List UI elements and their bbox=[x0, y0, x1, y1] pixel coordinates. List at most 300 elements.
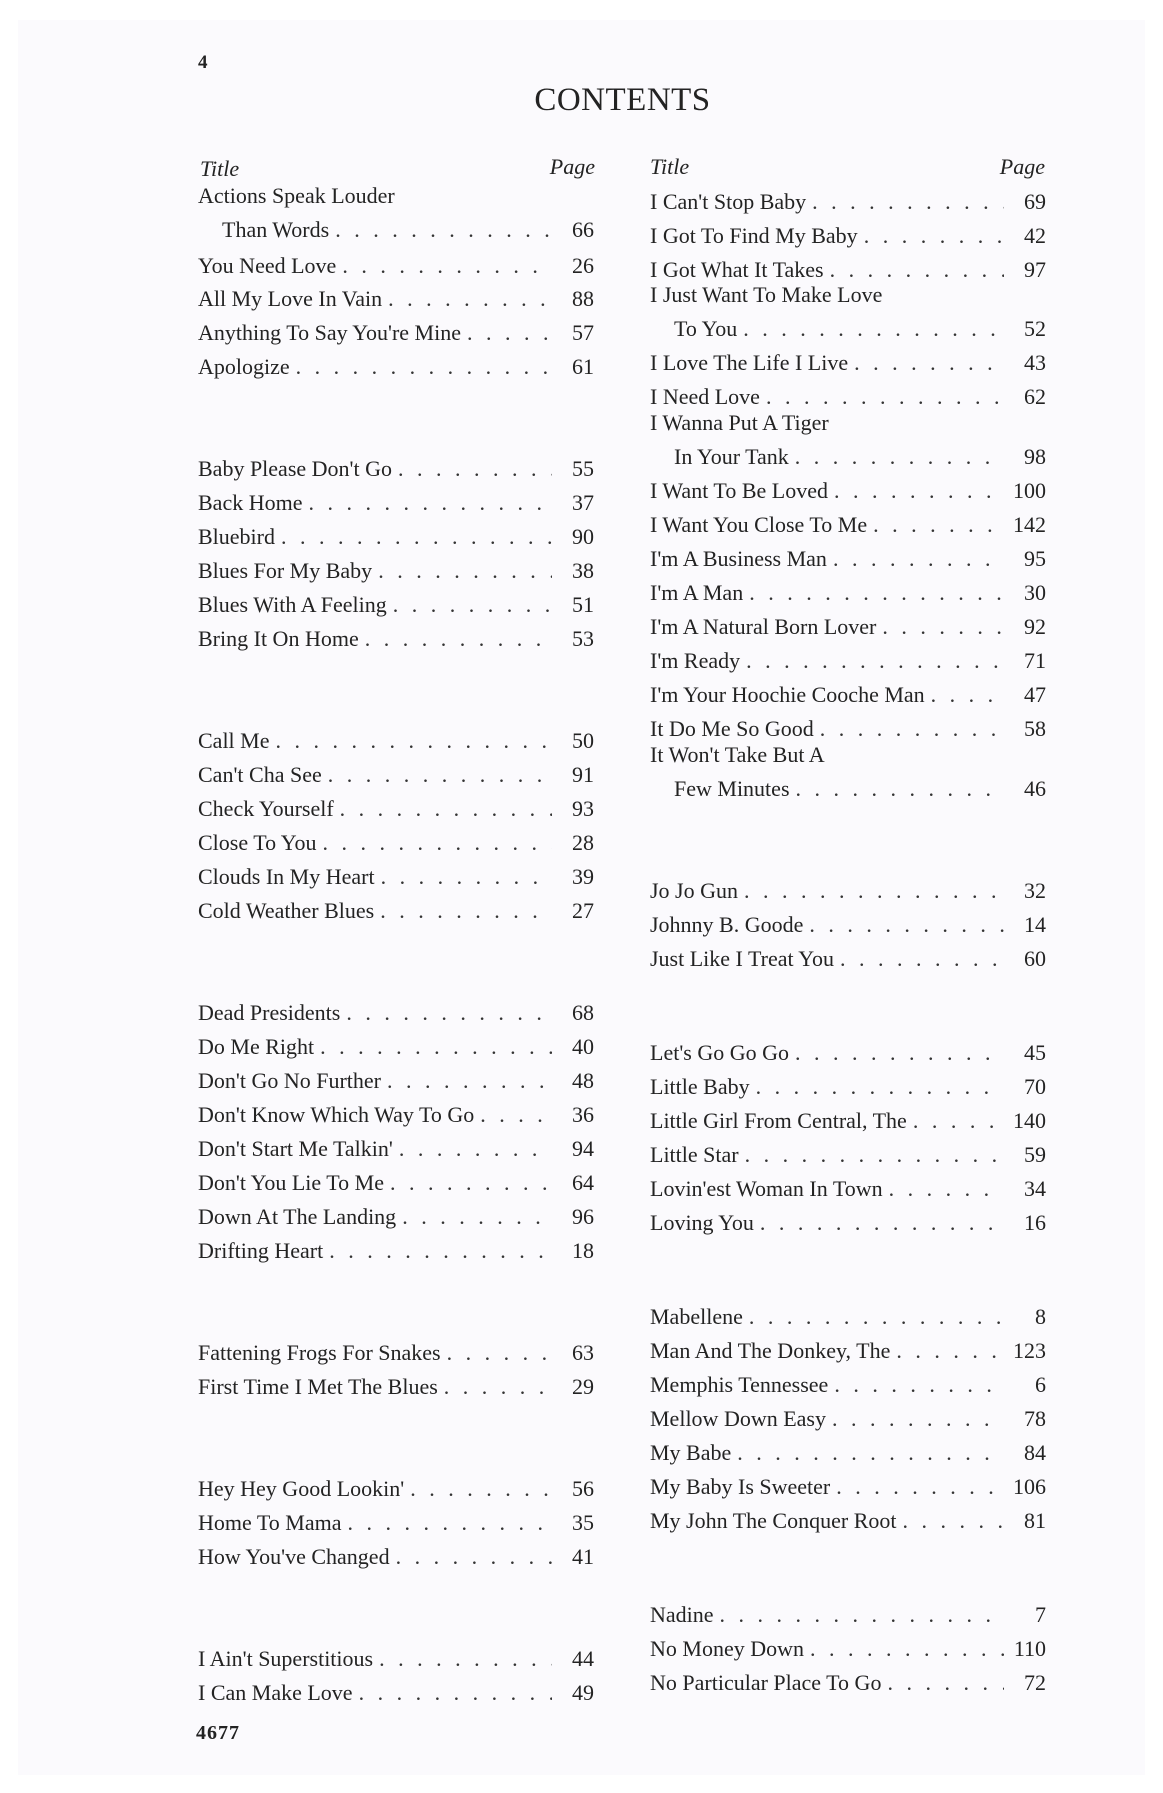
entry-title: Dead Presidents bbox=[198, 1000, 341, 1025]
entry-row bbox=[198, 829, 594, 857]
entry-page-number: 41 bbox=[572, 1544, 594, 1569]
dot-leader bbox=[810, 1635, 1004, 1663]
entry-title: Just Like I Treat You bbox=[650, 946, 834, 971]
contents-entry bbox=[650, 641, 1046, 675]
entry-title: Nadine bbox=[650, 1602, 714, 1627]
entry-row bbox=[198, 1679, 594, 1707]
entry-page-number: 50 bbox=[572, 728, 594, 753]
entry-row bbox=[198, 319, 594, 347]
contents-entry bbox=[650, 216, 1046, 250]
entry-page-number: 93 bbox=[572, 796, 594, 821]
entry-title: I'm A Man bbox=[650, 580, 744, 605]
dot-leader bbox=[795, 443, 1004, 471]
entry-title: Let's Go Go Go bbox=[650, 1040, 790, 1065]
entry-title: Than Words bbox=[222, 217, 330, 242]
dot-leader bbox=[328, 761, 552, 789]
dot-leader bbox=[296, 353, 552, 381]
entry-row bbox=[198, 1101, 594, 1129]
entry-row bbox=[650, 1039, 1046, 1067]
entry-title: I Want To Be Loved bbox=[650, 478, 828, 503]
entry-title: Call Me bbox=[198, 728, 270, 753]
dot-leader bbox=[396, 1543, 552, 1571]
contents-entry bbox=[198, 1027, 594, 1061]
entry-page-number: 63 bbox=[572, 1340, 594, 1365]
entry-page-number: 48 bbox=[572, 1068, 594, 1093]
contents-entry bbox=[650, 1135, 1046, 1169]
contents-entry bbox=[198, 1333, 594, 1367]
entry-title: Jo Jo Gun bbox=[650, 878, 739, 903]
dot-leader bbox=[887, 1669, 1004, 1697]
dot-leader bbox=[276, 727, 553, 755]
entry-row bbox=[198, 1509, 594, 1537]
dot-leader bbox=[399, 1135, 552, 1163]
entry-title-first-line: I Wanna Put A Tiger bbox=[650, 410, 829, 435]
contents-entry bbox=[198, 313, 594, 347]
entry-row bbox=[650, 545, 1046, 573]
dot-leader bbox=[834, 477, 1004, 505]
contents-entry bbox=[650, 1399, 1046, 1433]
entry-row bbox=[650, 1439, 1046, 1467]
contents-entry bbox=[650, 1663, 1046, 1697]
dot-leader bbox=[766, 383, 1004, 411]
contents-entry bbox=[198, 789, 594, 823]
dot-leader bbox=[749, 579, 1004, 607]
entry-title: In Your Tank bbox=[674, 444, 789, 469]
contents-entry bbox=[198, 551, 594, 585]
dot-leader bbox=[379, 1645, 552, 1673]
entry-title: Blues For My Baby bbox=[198, 558, 373, 583]
entry-page-number: 60 bbox=[1024, 946, 1046, 971]
entry-row bbox=[650, 349, 1046, 377]
entry-title: Close To You bbox=[198, 830, 317, 855]
dot-leader bbox=[347, 1509, 552, 1537]
contents-entry bbox=[650, 377, 1046, 411]
entry-page-number: 96 bbox=[572, 1204, 594, 1229]
entry-page-number: 98 bbox=[1024, 444, 1046, 469]
entry-page-number: 18 bbox=[572, 1238, 594, 1263]
contents-entry bbox=[650, 1595, 1046, 1629]
entry-row bbox=[198, 455, 594, 483]
entry-row bbox=[650, 647, 1046, 675]
contents-entry bbox=[650, 281, 1046, 343]
catalog-code: 4677 bbox=[196, 1722, 240, 1744]
entry-row bbox=[198, 285, 594, 313]
entry-title-first-line: Actions Speak Louder bbox=[198, 183, 395, 208]
entry-page-number: 28 bbox=[572, 830, 594, 855]
contents-entry bbox=[198, 1503, 594, 1537]
entry-page-number: 56 bbox=[572, 1476, 594, 1501]
contents-entry bbox=[198, 1231, 594, 1265]
entry-title: I Got To Find My Baby bbox=[650, 223, 858, 248]
entry-row bbox=[198, 1169, 594, 1197]
contents-entry bbox=[198, 483, 594, 517]
entry-title: I'm Your Hoochie Cooche Man bbox=[650, 682, 925, 707]
entry-title: Bring It On Home bbox=[198, 626, 359, 651]
entry-title-first-line: I Just Want To Make Love bbox=[650, 282, 883, 307]
entry-row bbox=[198, 353, 594, 381]
entry-page-number: 45 bbox=[1024, 1040, 1046, 1065]
entry-title: Check Yourself bbox=[198, 796, 334, 821]
dot-leader bbox=[393, 591, 552, 619]
dot-leader bbox=[840, 945, 1004, 973]
entry-title: First Time I Met The Blues bbox=[198, 1374, 438, 1399]
contents-entry bbox=[650, 939, 1046, 973]
entry-row bbox=[198, 591, 594, 619]
dot-leader bbox=[444, 1373, 552, 1401]
entry-row bbox=[650, 1175, 1046, 1203]
entry-page-number: 66 bbox=[572, 217, 594, 242]
entry-title: Little Girl From Central, The bbox=[650, 1108, 907, 1133]
entry-row bbox=[198, 1475, 594, 1503]
entry-page-number: 44 bbox=[572, 1646, 594, 1671]
entry-title: Memphis Tennessee bbox=[650, 1372, 829, 1397]
entry-page-number: 51 bbox=[572, 592, 594, 617]
dot-leader bbox=[308, 489, 552, 517]
contents-entry bbox=[198, 1095, 594, 1129]
entry-page-number: 95 bbox=[1024, 546, 1046, 571]
contents-entry bbox=[650, 607, 1046, 641]
entry-title: Don't Know Which Way To Go bbox=[198, 1102, 475, 1127]
dot-leader bbox=[744, 877, 1004, 905]
entry-page-number: 38 bbox=[572, 558, 594, 583]
contents-entry bbox=[650, 539, 1046, 573]
dot-leader bbox=[737, 1439, 1004, 1467]
entry-row bbox=[650, 1337, 1046, 1365]
entry-title: I Can't Stop Baby bbox=[650, 189, 807, 214]
entry-title: Cold Weather Blues bbox=[198, 898, 375, 923]
right-title-column-header: Title bbox=[650, 154, 690, 179]
entry-page-number: 26 bbox=[572, 253, 594, 278]
contents-entry bbox=[650, 871, 1046, 905]
dot-leader bbox=[480, 1101, 552, 1129]
entry-title: I Need Love bbox=[650, 384, 760, 409]
contents-entry bbox=[198, 1197, 594, 1231]
entry-title: Don't Go No Further bbox=[198, 1068, 382, 1093]
entry-title: Little Baby bbox=[650, 1074, 750, 1099]
dot-leader bbox=[749, 1303, 1004, 1331]
entry-title: Anything To Say You're Mine bbox=[198, 320, 461, 345]
contents-entry bbox=[650, 1067, 1046, 1101]
dot-leader bbox=[387, 1067, 552, 1095]
entry-page-number: 81 bbox=[1024, 1508, 1046, 1533]
entry-page-number: 40 bbox=[572, 1034, 594, 1059]
entry-row bbox=[650, 1405, 1046, 1433]
entry-page-number: 84 bbox=[1024, 1440, 1046, 1465]
entry-row bbox=[650, 1209, 1046, 1237]
contents-entry bbox=[198, 755, 594, 789]
entry-page-number: 14 bbox=[1024, 912, 1046, 937]
dot-leader bbox=[720, 1601, 1004, 1629]
contents-entry bbox=[650, 1101, 1046, 1135]
entry-row bbox=[650, 256, 1046, 284]
entry-row bbox=[198, 727, 594, 755]
contents-entry bbox=[198, 246, 594, 280]
entry-page-number: 58 bbox=[1024, 716, 1046, 741]
contents-entry bbox=[650, 573, 1046, 607]
entry-row bbox=[650, 383, 1046, 411]
entry-title: No Money Down bbox=[650, 1636, 804, 1661]
dot-leader bbox=[854, 349, 1004, 377]
left-title-column-header: Title bbox=[200, 156, 240, 181]
entry-row bbox=[198, 897, 594, 925]
contents-entry bbox=[198, 585, 594, 619]
entry-page-number: 35 bbox=[572, 1510, 594, 1535]
entry-page-number: 53 bbox=[572, 626, 594, 651]
entry-row bbox=[650, 877, 1046, 905]
contents-entry bbox=[650, 343, 1046, 377]
contents-entry bbox=[198, 1163, 594, 1197]
entry-title: Don't Start Me Talkin' bbox=[198, 1136, 393, 1161]
contents-entry bbox=[198, 891, 594, 925]
contents-entry bbox=[650, 1501, 1046, 1535]
contents-entry bbox=[650, 1169, 1046, 1203]
entry-row bbox=[650, 1141, 1046, 1169]
contents-entry bbox=[198, 182, 594, 244]
contents-entry bbox=[198, 1061, 594, 1095]
dot-leader bbox=[743, 315, 1004, 343]
contents-entry bbox=[198, 993, 594, 1027]
contents-entry bbox=[198, 619, 594, 653]
entry-title: Can't Cha See bbox=[198, 762, 322, 787]
entry-title: Loving You bbox=[650, 1210, 754, 1235]
entry-row bbox=[198, 1339, 594, 1367]
entry-title: I Can Make Love bbox=[198, 1680, 353, 1705]
entry-page-number: 32 bbox=[1024, 878, 1046, 903]
entry-row bbox=[198, 1645, 594, 1673]
dot-leader bbox=[873, 511, 1004, 539]
entry-title: Lovin'est Woman In Town bbox=[650, 1176, 883, 1201]
dot-leader bbox=[796, 775, 1005, 803]
entry-row bbox=[198, 863, 594, 891]
entry-page-number: 30 bbox=[1024, 580, 1046, 605]
page-number: 4 bbox=[198, 52, 208, 73]
entry-row bbox=[650, 681, 1046, 709]
dot-leader bbox=[381, 863, 552, 891]
entry-row bbox=[198, 625, 594, 653]
contents-entry bbox=[650, 1203, 1046, 1237]
contents-entry bbox=[650, 182, 1046, 216]
entry-row bbox=[198, 1373, 594, 1401]
entry-page-number: 123 bbox=[1013, 1338, 1046, 1363]
entry-row bbox=[198, 795, 594, 823]
entry-row bbox=[650, 1073, 1046, 1101]
entry-page-number: 16 bbox=[1024, 1210, 1046, 1235]
contents-entry bbox=[650, 675, 1046, 709]
dot-leader bbox=[323, 829, 553, 857]
dot-leader bbox=[335, 216, 552, 244]
entry-title: I Got What It Takes bbox=[650, 257, 824, 282]
entry-title: My John The Conquer Root bbox=[650, 1508, 897, 1533]
entry-title: Back Home bbox=[198, 490, 303, 515]
entry-title: My Baby Is Sweeter bbox=[650, 1474, 831, 1499]
entry-page-number: 59 bbox=[1024, 1142, 1046, 1167]
dot-leader bbox=[447, 1339, 552, 1367]
entry-page-number: 106 bbox=[1013, 1474, 1046, 1499]
contents-entry bbox=[650, 1433, 1046, 1467]
dot-leader bbox=[820, 715, 1004, 743]
left-page-column-header: Page bbox=[549, 154, 595, 179]
dot-leader bbox=[809, 911, 1004, 939]
entry-row bbox=[650, 911, 1046, 939]
contents-entry bbox=[650, 741, 1046, 803]
entry-page-number: 62 bbox=[1024, 384, 1046, 409]
entry-page-number: 140 bbox=[1013, 1108, 1046, 1133]
entry-row bbox=[198, 489, 594, 517]
dot-leader bbox=[467, 319, 552, 347]
entry-row bbox=[650, 1669, 1046, 1697]
entry-row bbox=[650, 945, 1046, 973]
contents-entry bbox=[198, 1537, 594, 1571]
entry-page-number: 49 bbox=[572, 1680, 594, 1705]
entry-title: Down At The Landing bbox=[198, 1204, 397, 1229]
contents-entry bbox=[650, 409, 1046, 471]
entry-page-number: 34 bbox=[1024, 1176, 1046, 1201]
dot-leader bbox=[882, 613, 1004, 641]
dot-leader bbox=[902, 1507, 1004, 1535]
entry-page-number: 70 bbox=[1024, 1074, 1046, 1099]
entry-page-number: 78 bbox=[1024, 1406, 1046, 1431]
entry-page-number: 71 bbox=[1024, 648, 1046, 673]
entry-page-number: 46 bbox=[1024, 776, 1046, 801]
entry-title: You Need Love bbox=[198, 253, 337, 278]
dot-leader bbox=[365, 625, 552, 653]
entry-page-number: 43 bbox=[1024, 350, 1046, 375]
entry-title: Drifting Heart bbox=[198, 1238, 324, 1263]
entry-row bbox=[650, 477, 1046, 505]
entry-row bbox=[198, 761, 594, 789]
dot-leader bbox=[760, 1209, 1004, 1237]
entry-title: Few Minutes bbox=[674, 776, 790, 801]
dot-leader bbox=[756, 1073, 1004, 1101]
dot-leader bbox=[402, 1203, 552, 1231]
contents-entry bbox=[650, 1365, 1046, 1399]
contents-entry bbox=[198, 1367, 594, 1401]
entry-page-number: 52 bbox=[1024, 316, 1046, 341]
entry-row bbox=[650, 775, 1046, 803]
entry-row bbox=[650, 579, 1046, 607]
entry-row bbox=[650, 315, 1046, 343]
dot-leader bbox=[833, 545, 1004, 573]
entry-row bbox=[198, 216, 594, 244]
entry-title: Johnny B. Goode bbox=[650, 912, 804, 937]
entry-title: I Want You Close To Me bbox=[650, 512, 868, 537]
entry-row bbox=[198, 1543, 594, 1571]
dot-leader bbox=[830, 256, 1004, 284]
contents-entry bbox=[198, 857, 594, 891]
entry-page-number: 68 bbox=[572, 1000, 594, 1025]
entry-row bbox=[198, 1033, 594, 1061]
entry-title: How You've Changed bbox=[198, 1544, 390, 1569]
entry-title: Man And The Donkey, The bbox=[650, 1338, 891, 1363]
entry-page-number: 97 bbox=[1024, 257, 1046, 282]
entry-row bbox=[650, 1473, 1046, 1501]
entry-row bbox=[198, 1203, 594, 1231]
entry-title-first-line: It Won't Take But A bbox=[650, 742, 825, 767]
entry-title: No Particular Place To Go bbox=[650, 1670, 882, 1695]
entry-page-number: 39 bbox=[572, 864, 594, 889]
dot-leader bbox=[388, 285, 552, 313]
entry-row bbox=[198, 1135, 594, 1163]
dot-leader bbox=[340, 795, 552, 823]
contents-entry bbox=[650, 1467, 1046, 1501]
entry-title: I Ain't Superstitious bbox=[198, 1646, 374, 1671]
entry-page-number: 69 bbox=[1024, 189, 1046, 214]
dot-leader bbox=[931, 681, 1004, 709]
entry-row bbox=[650, 188, 1046, 216]
entry-title: Blues With A Feeling bbox=[198, 592, 387, 617]
entry-page-number: 57 bbox=[572, 320, 594, 345]
entry-title: Mellow Down Easy bbox=[650, 1406, 826, 1431]
entry-title: Little Star bbox=[650, 1142, 739, 1167]
contents-entry bbox=[198, 823, 594, 857]
dot-leader bbox=[745, 1141, 1004, 1169]
entry-title: I Love The Life I Live bbox=[650, 350, 849, 375]
dot-leader bbox=[834, 1371, 1004, 1399]
dot-leader bbox=[329, 1237, 552, 1265]
entry-title: Do Me Right bbox=[198, 1034, 315, 1059]
dot-leader bbox=[836, 1473, 1004, 1501]
entry-page-number: 47 bbox=[1024, 682, 1046, 707]
dot-leader bbox=[378, 557, 552, 585]
contents-entry bbox=[198, 1673, 594, 1707]
dot-leader bbox=[864, 222, 1004, 250]
entry-title: Home To Mama bbox=[198, 1510, 342, 1535]
dot-leader bbox=[398, 455, 552, 483]
contents-entry bbox=[198, 1469, 594, 1503]
dot-leader bbox=[390, 1169, 552, 1197]
entry-title: It Do Me So Good bbox=[650, 716, 814, 741]
entry-page-number: 100 bbox=[1013, 478, 1046, 503]
dot-leader bbox=[281, 523, 552, 551]
entry-row bbox=[198, 1237, 594, 1265]
dot-leader bbox=[342, 252, 552, 280]
entry-row bbox=[650, 1601, 1046, 1629]
entry-row bbox=[198, 523, 594, 551]
dot-leader bbox=[832, 1405, 1004, 1433]
dot-leader bbox=[380, 897, 552, 925]
entry-row bbox=[650, 222, 1046, 250]
entry-title: All My Love In Vain bbox=[198, 286, 383, 311]
entry-row bbox=[650, 511, 1046, 539]
entry-title: Baby Please Don't Go bbox=[198, 456, 392, 481]
entry-page-number: 37 bbox=[572, 490, 594, 515]
entry-page-number: 110 bbox=[1013, 1636, 1046, 1661]
entry-row bbox=[198, 557, 594, 585]
entry-row bbox=[650, 715, 1046, 743]
entry-title: I'm A Natural Born Lover bbox=[650, 614, 877, 639]
contents-entry bbox=[650, 471, 1046, 505]
entry-page-number: 64 bbox=[572, 1170, 594, 1195]
entry-title: Fattening Frogs For Snakes bbox=[198, 1340, 441, 1365]
contents-entry bbox=[650, 250, 1046, 284]
contents-entry bbox=[650, 1033, 1046, 1067]
entry-row bbox=[650, 1107, 1046, 1135]
entry-page-number: 27 bbox=[572, 898, 594, 923]
contents-entry bbox=[650, 1331, 1046, 1365]
contents-entry bbox=[650, 905, 1046, 939]
entry-title: I'm A Business Man bbox=[650, 546, 827, 571]
entry-page-number: 55 bbox=[572, 456, 594, 481]
contents-entry bbox=[198, 279, 594, 313]
contents-heading: CONTENTS bbox=[534, 82, 711, 118]
entry-page-number: 142 bbox=[1013, 512, 1046, 537]
dot-leader bbox=[746, 647, 1004, 675]
contents-entry bbox=[198, 449, 594, 483]
entry-row bbox=[650, 443, 1046, 471]
entry-page-number: 88 bbox=[572, 286, 594, 311]
dot-leader bbox=[913, 1107, 1004, 1135]
entry-row bbox=[198, 999, 594, 1027]
